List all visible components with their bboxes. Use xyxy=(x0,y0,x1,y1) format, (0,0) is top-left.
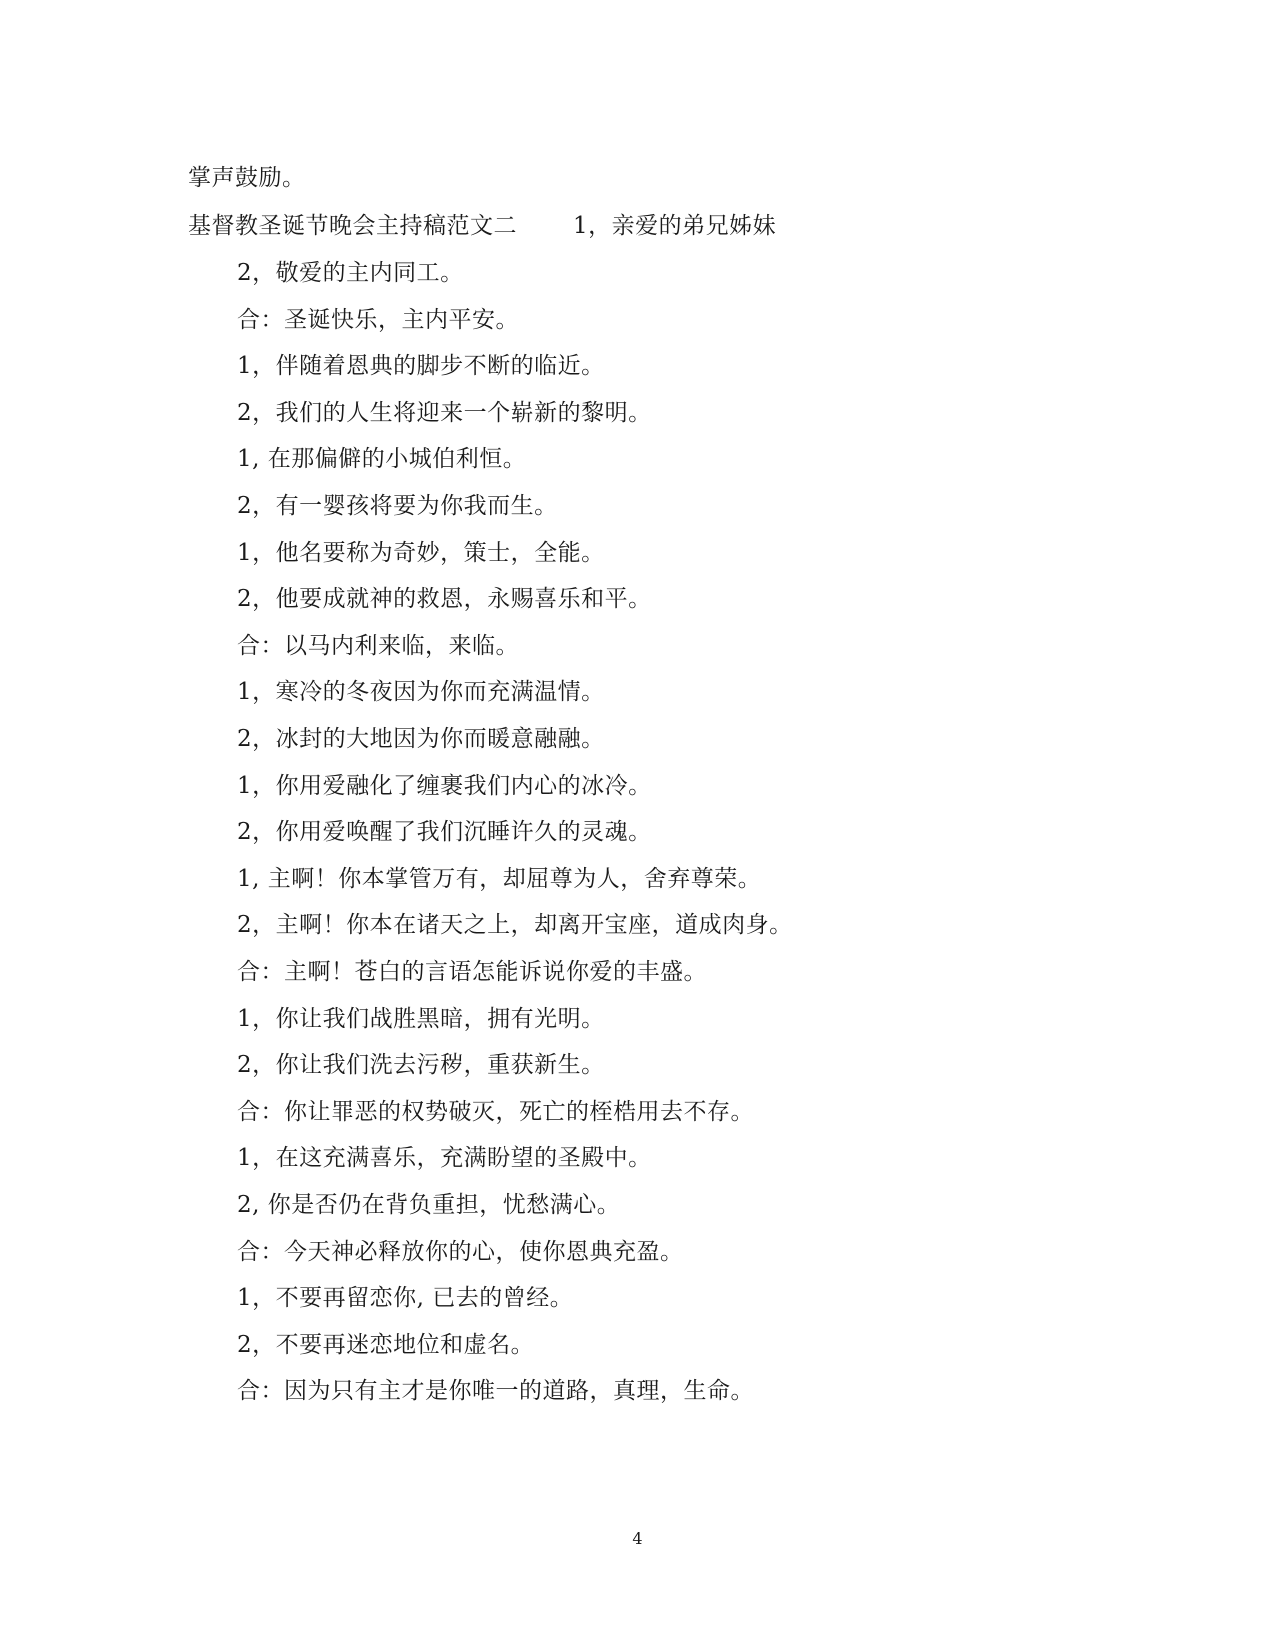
script-line: 合：以马内利来临，来临。 xyxy=(237,633,519,659)
section-title: 基督教圣诞节晚会主持稿范文二 xyxy=(188,213,517,239)
script-line: 1，他名要称为奇妙，策士，全能。 xyxy=(237,540,605,566)
script-line: 2，他要成就神的救恩，永赐喜乐和平。 xyxy=(237,586,652,612)
script-line: 合：因为只有主才是你唯一的道路，真理，生命。 xyxy=(237,1378,754,1404)
title-followup-line: 1，亲爱的弟兄姊妹 xyxy=(573,213,777,239)
script-line: 2，我们的人生将迎来一个崭新的黎明。 xyxy=(237,400,652,426)
script-line: 2, 你是否仍在背负重担，忧愁满心。 xyxy=(237,1192,621,1218)
script-line: 合：圣诞快乐，主内平安。 xyxy=(237,307,519,333)
script-line: 合：主啊！苍白的言语怎能诉说你爱的丰盛。 xyxy=(237,959,707,985)
script-line: 1，寒冷的冬夜因为你而充满温情。 xyxy=(237,679,605,705)
script-line: 合：你让罪恶的权势破灭，死亡的桎梏用去不存。 xyxy=(237,1099,754,1125)
script-line: 2，你让我们洗去污秽，重获新生。 xyxy=(237,1052,605,1078)
page-number: 4 xyxy=(632,1529,643,1548)
script-line: 2，不要再迷恋地位和虚名。 xyxy=(237,1332,535,1358)
script-line: 2，有一婴孩将要为你我而生。 xyxy=(237,493,558,519)
script-line: 1，你用爱融化了缠裹我们内心的冰冷。 xyxy=(237,773,652,799)
script-line: 1, 主啊！你本掌管万有，却屈尊为人，舍弃尊荣。 xyxy=(237,866,762,892)
script-line: 1，你让我们战胜黑暗，拥有光明。 xyxy=(237,1006,605,1032)
script-line: 1，在这充满喜乐，充满盼望的圣殿中。 xyxy=(237,1145,652,1171)
section-title-line xyxy=(188,211,776,241)
script-line: 2，主啊！你本在诸天之上，却离开宝座，道成肉身。 xyxy=(237,912,793,938)
script-line: 1，不要再留恋你, 已去的曾经。 xyxy=(237,1285,574,1311)
script-line: 1, 在那偏僻的小城伯利恒。 xyxy=(237,446,527,472)
script-line: 2，敬爱的主内同工。 xyxy=(237,260,464,286)
script-line: 2，冰封的大地因为你而暖意融融。 xyxy=(237,726,605,752)
script-line: 1，伴随着恩典的脚步不断的临近。 xyxy=(237,353,605,379)
opening-line: 掌声鼓励。 xyxy=(188,165,306,191)
script-line: 2，你用爱唤醒了我们沉睡许久的灵魂。 xyxy=(237,819,652,845)
script-line: 合：今天神必释放你的心，使你恩典充盈。 xyxy=(237,1239,684,1265)
